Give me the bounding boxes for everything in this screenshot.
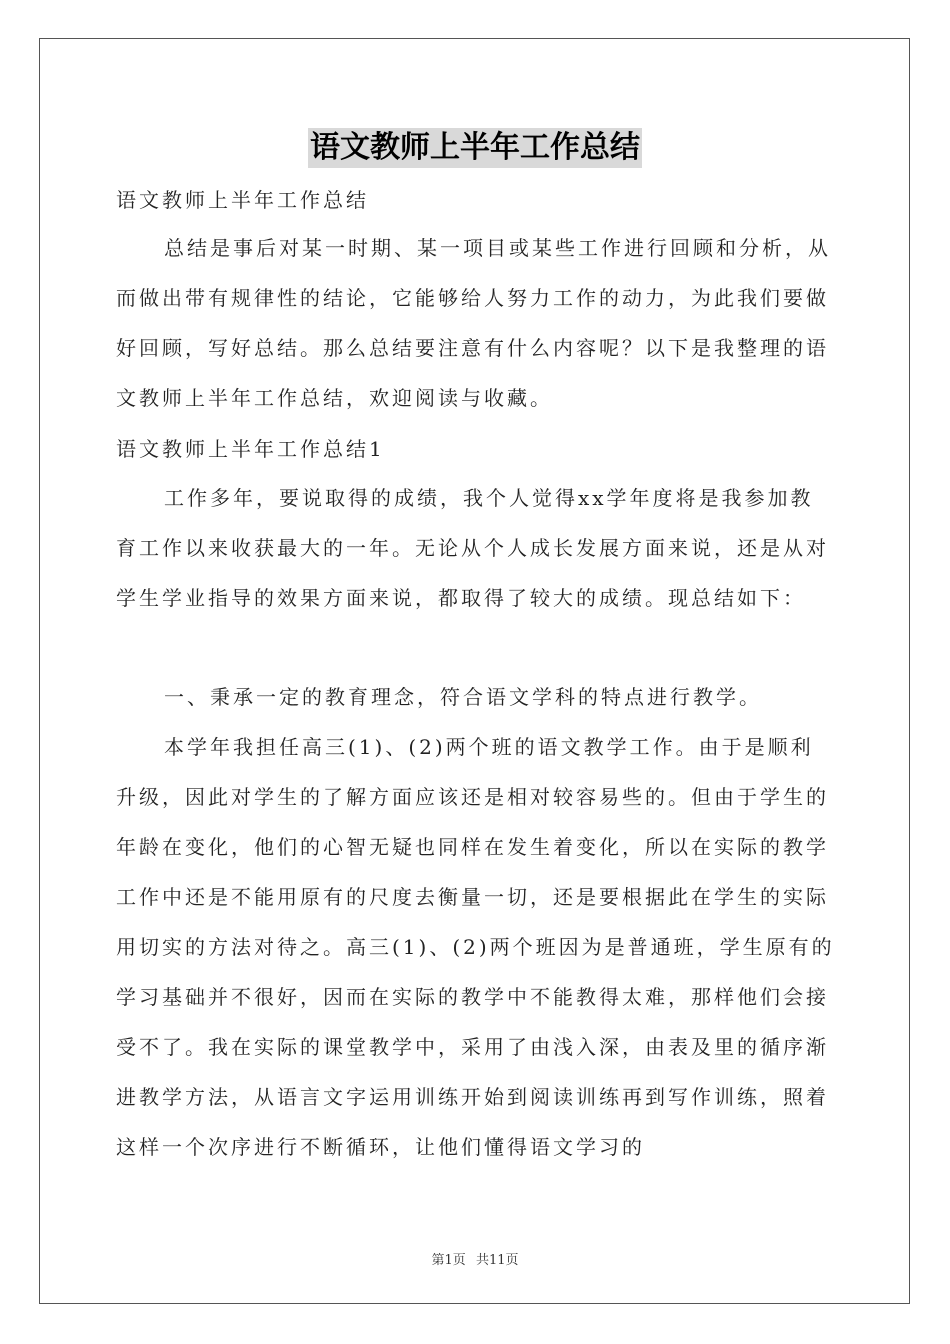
intro-paragraph: 总结是事后对某一时期、某一项目或某些工作进行回顾和分析，从而做出带有规律性的结论，它能够给人努力工作的动力，为此我们要做好回顾，写好总结。那么总结要注意有什么内容呢？以下是我整理的语文教师上半年工作总结，欢迎阅读与收藏。 bbox=[116, 236, 831, 410]
section-heading: 语文教师上半年工作总结1 bbox=[116, 437, 385, 461]
body-paragraph: 工作多年，要说取得的成绩，我个人觉得xx学年度将是我参加教育工作以来收获最大的一年。无论从个人成长发展方面来说，还是从对学生学业指导的效果方面来说，都取得了较大的成绩。现总结如下： bbox=[116, 486, 829, 610]
point-heading: 一、秉承一定的教育理念，符合语文学科的特点进行教学。 bbox=[164, 685, 762, 709]
document-subtitle: 语文教师上半年工作总结 bbox=[116, 188, 369, 212]
page-total: 共11页 bbox=[475, 1253, 519, 1268]
title-container bbox=[0, 128, 950, 168]
page-footer bbox=[0, 1249, 950, 1268]
body-paragraph: 本学年我担任高三(1)、(2)两个班的语文教学工作。由于是顺利升级，因此对学生的了解方面应该还是相对较容易些的。但由于学生的年龄在变化，他们的心智无疑也同样在发生着变化，所以在实际的教学工作中还是不能用原有的尺度去衡量一切，还是要根据此在学生的实际用切实的方法对待之。高三(1)、(2)两个班因为是普通班，学生原有的学习基础并不很好，因而在实际的教学中不能教得太难，那样他们会接受不了。我在实际的课堂教学中，采用了由浅入深，由表及里的循序渐进教学方法，从语言文字运用训练开始到阅读训练再到写作训练，照着这样一个次序进行不断循环，让他们懂得语文学习的 bbox=[116, 735, 835, 1159]
page-number: 第1页 bbox=[431, 1253, 466, 1268]
document-title: 语文教师上半年工作总结 bbox=[308, 128, 642, 168]
